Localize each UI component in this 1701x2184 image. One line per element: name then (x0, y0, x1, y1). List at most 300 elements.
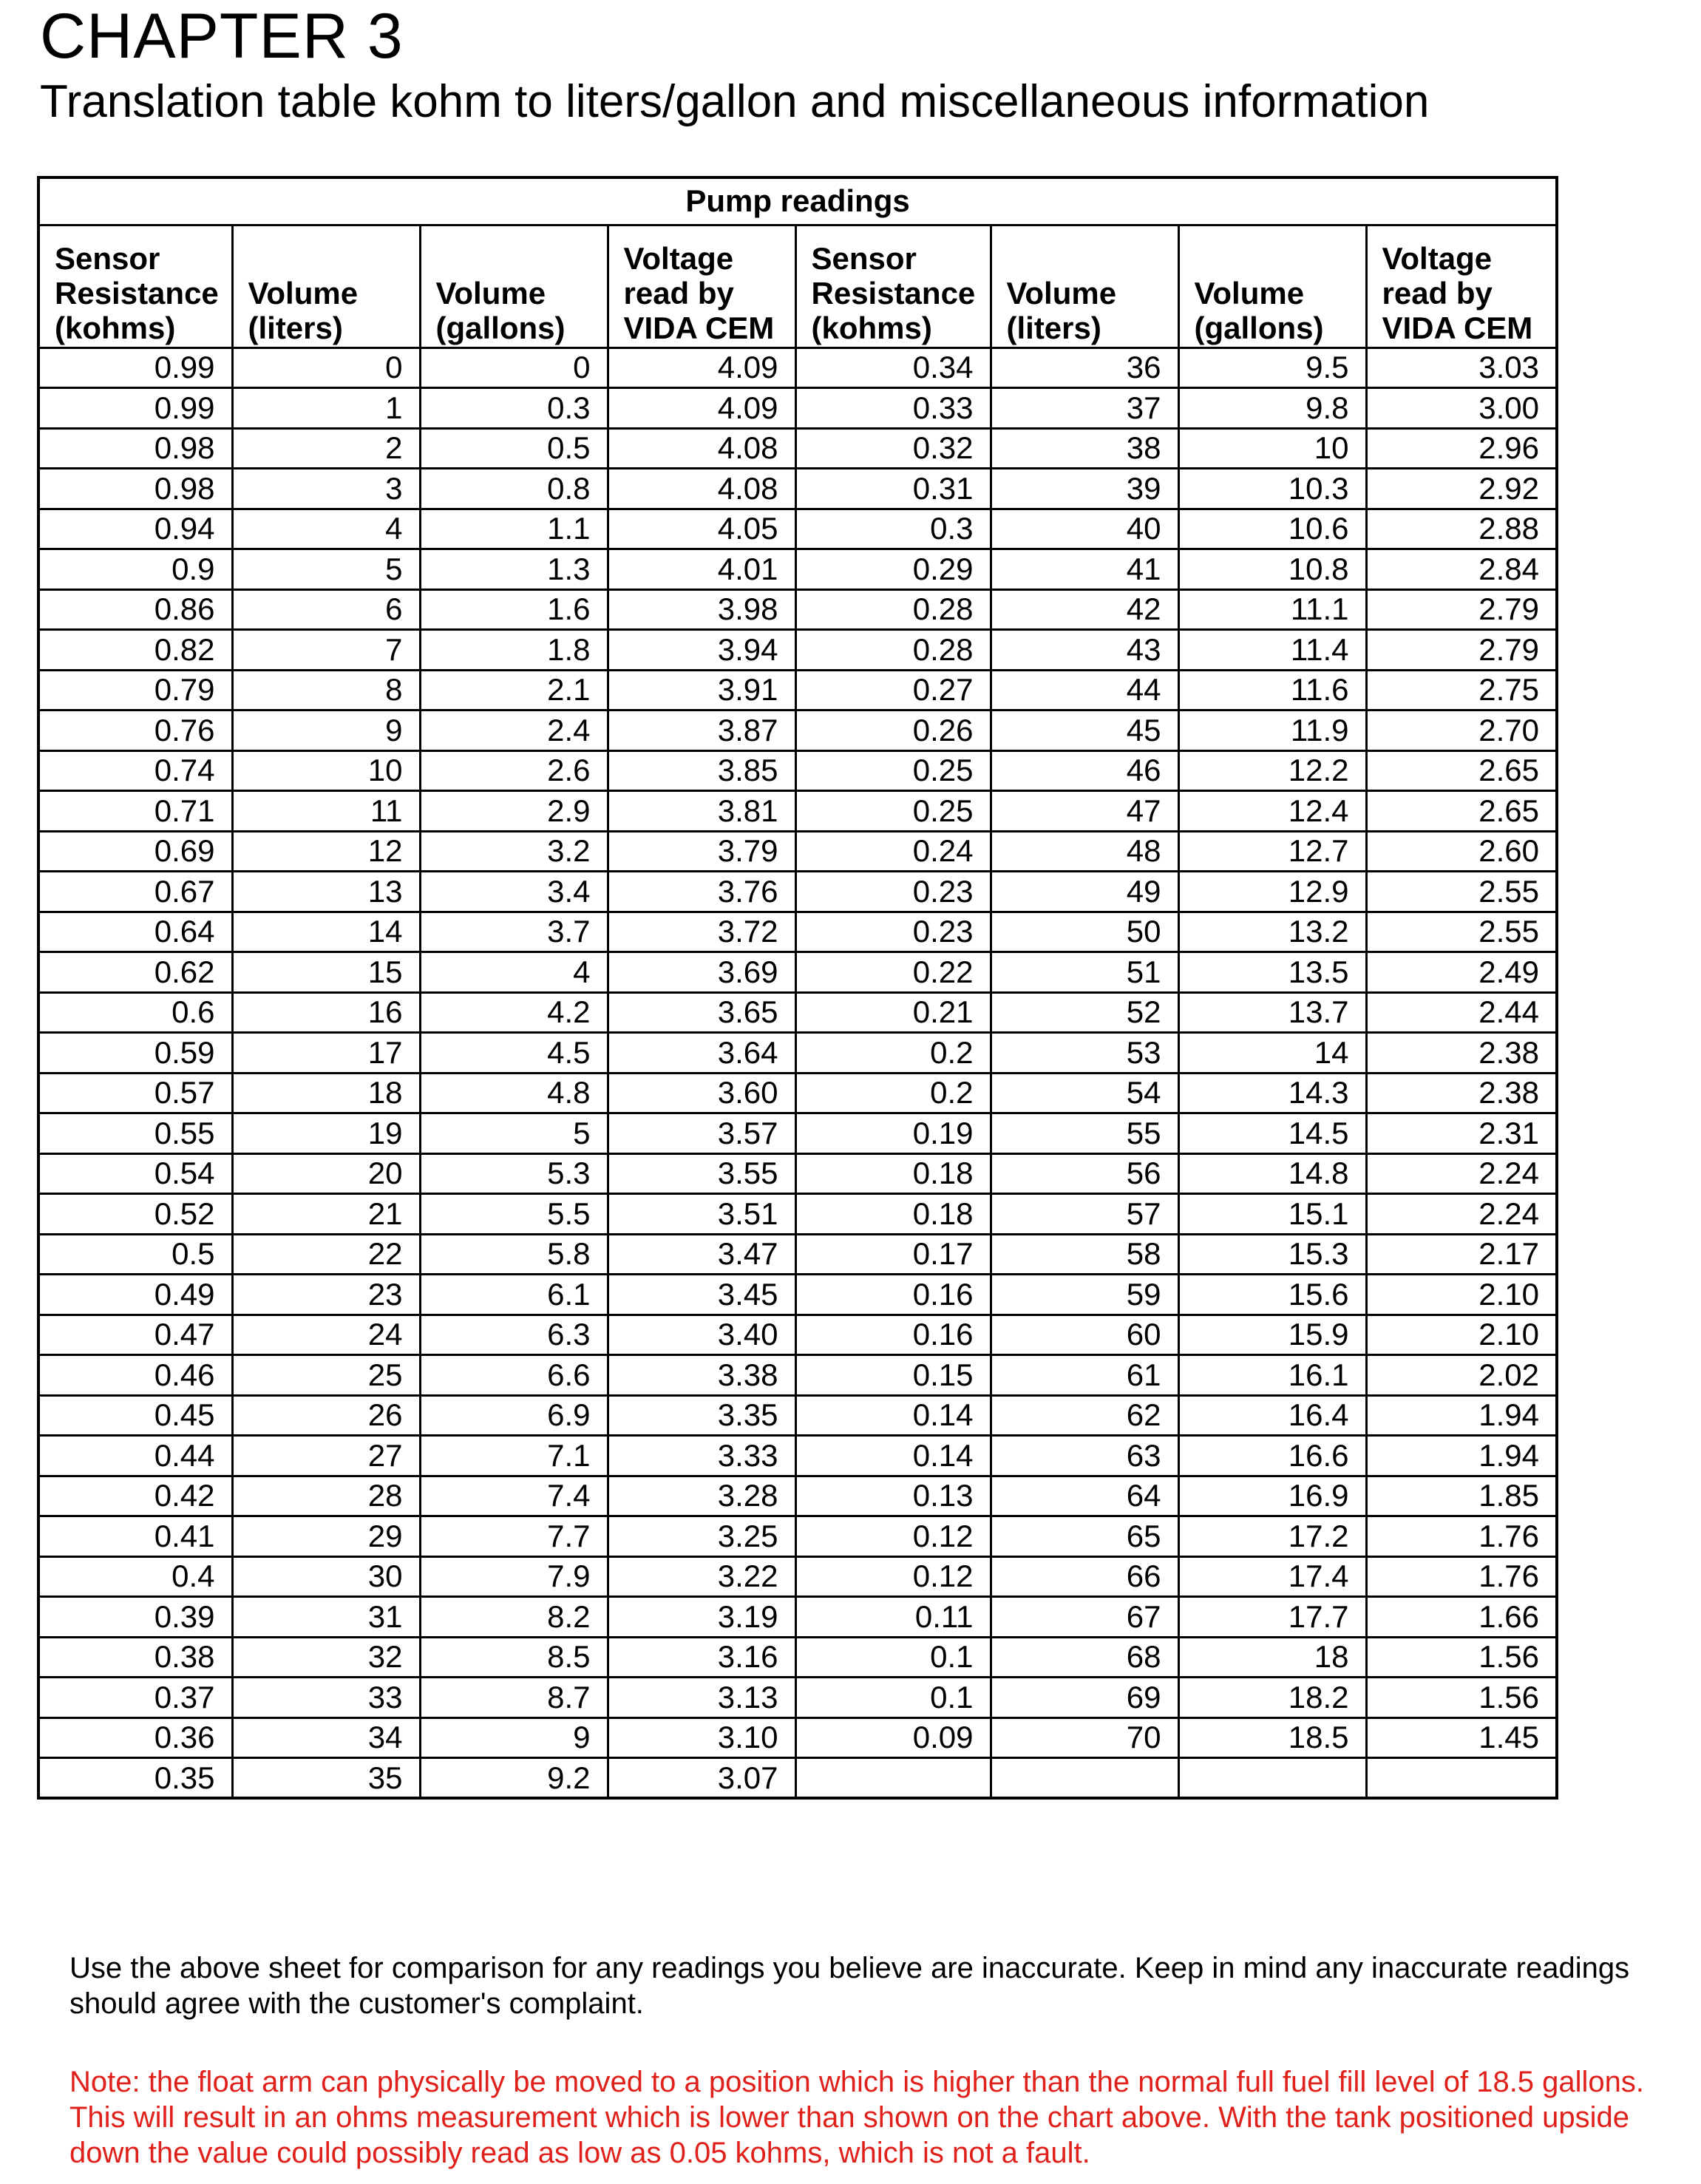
table-cell: 44 (991, 670, 1178, 711)
table-cell: 3.64 (608, 1033, 795, 1074)
table-cell: 26 (232, 1395, 420, 1436)
table-cell: 1.3 (420, 549, 608, 590)
table-cell: 0.17 (795, 1234, 991, 1275)
table-cell: 0 (232, 347, 420, 388)
table-cell: 3.28 (608, 1476, 795, 1516)
table-cell: 52 (991, 992, 1178, 1033)
table-cell: 12.7 (1178, 831, 1366, 872)
column-header (232, 225, 420, 347)
table-cell: 6.3 (420, 1315, 608, 1355)
table-cell: 0.22 (795, 952, 991, 993)
table-cell: 1 (232, 388, 420, 429)
table-cell: 3.2 (420, 831, 608, 872)
table-cell: 0.8 (420, 469, 608, 509)
table-cell: 40 (991, 509, 1178, 549)
table-cell: 3.13 (608, 1678, 795, 1718)
table-cell: 3.7 (420, 912, 608, 952)
table-cell: 1.8 (420, 630, 608, 671)
table-cell (991, 1758, 1178, 1799)
column-header-line: (gallons) (435, 310, 566, 345)
table-cell: 3.07 (608, 1758, 795, 1799)
table-cell (795, 1758, 991, 1799)
table-cell: 3.69 (608, 952, 795, 993)
table-cell: 1.1 (420, 509, 608, 549)
table-cell: 0.9 (38, 549, 232, 590)
column-header-line: (liters) (248, 310, 343, 345)
table-cell: 0.98 (38, 469, 232, 509)
table-cell: 0.36 (38, 1717, 232, 1758)
column-header (420, 225, 608, 347)
table-cell: 37 (991, 388, 1178, 429)
table-cell: 13.2 (1178, 912, 1366, 952)
table-cell: 0.14 (795, 1436, 991, 1476)
table-cell: 3 (232, 469, 420, 509)
table-cell: 11.1 (1178, 589, 1366, 630)
table-cell: 0.74 (38, 750, 232, 791)
table-cell: 8.2 (420, 1597, 608, 1638)
table-cell: 0.28 (795, 630, 991, 671)
table-cell: 12.4 (1178, 791, 1366, 832)
table-cell: 0.41 (38, 1516, 232, 1557)
table-cell: 0.13 (795, 1476, 991, 1516)
table-cell: 18.2 (1178, 1678, 1366, 1718)
table-cell: 5 (232, 549, 420, 590)
table-cell: 0.15 (795, 1355, 991, 1396)
table-row (38, 428, 1557, 469)
table-cell: 17.2 (1178, 1516, 1366, 1557)
table-row (38, 1436, 1557, 1476)
table-cell: 2.65 (1366, 750, 1557, 791)
table-cell: 0.28 (795, 589, 991, 630)
table-cell: 13.5 (1178, 952, 1366, 993)
table-cell: 2.38 (1366, 1033, 1557, 1074)
group-header-row (38, 177, 1557, 225)
table-cell: 4.5 (420, 1033, 608, 1074)
table-cell: 6 (232, 589, 420, 630)
table-cell: 10.6 (1178, 509, 1366, 549)
table-row (38, 912, 1557, 952)
table-cell: 39 (991, 469, 1178, 509)
column-header-row (38, 225, 1557, 347)
table-cell: 23 (232, 1275, 420, 1315)
table-cell: 57 (991, 1194, 1178, 1235)
table-cell: 1.76 (1366, 1556, 1557, 1597)
table-cell: 11 (232, 791, 420, 832)
column-header-line: read by (1382, 275, 1493, 311)
table-cell: 0.19 (795, 1113, 991, 1154)
table-row (38, 750, 1557, 791)
table-cell: 3.81 (608, 791, 795, 832)
table-cell: 0.4 (38, 1556, 232, 1597)
table-cell: 3.98 (608, 589, 795, 630)
table-cell: 14 (232, 912, 420, 952)
table-cell: 3.00 (1366, 388, 1557, 429)
table-cell: 3.91 (608, 670, 795, 711)
table-cell: 3.03 (1366, 347, 1557, 388)
table-row (38, 469, 1557, 509)
table-row (38, 549, 1557, 590)
table-cell: 0.12 (795, 1556, 991, 1597)
table-cell: 4.2 (420, 992, 608, 1033)
table-cell: 12.2 (1178, 750, 1366, 791)
table-cell: 18 (1178, 1637, 1366, 1678)
table-cell: 3.40 (608, 1315, 795, 1355)
column-header-line: VIDA CEM (1382, 310, 1533, 345)
table-cell: 0.44 (38, 1436, 232, 1476)
table-row (38, 1597, 1557, 1638)
table-cell: 32 (232, 1637, 420, 1678)
table-cell: 0.18 (795, 1153, 991, 1194)
table-cell: 9.5 (1178, 347, 1366, 388)
table-cell: 7.1 (420, 1436, 608, 1476)
column-header-line: Sensor (811, 240, 917, 276)
table-cell: 3.65 (608, 992, 795, 1033)
column-header (1178, 225, 1366, 347)
table-cell: 58 (991, 1234, 1178, 1275)
table-cell: 2.38 (1366, 1073, 1557, 1113)
table-cell: 8.5 (420, 1637, 608, 1678)
table-cell: 4.09 (608, 347, 795, 388)
column-header-line: Sensor (55, 240, 160, 276)
table-cell: 12.9 (1178, 872, 1366, 912)
table-cell: 4.8 (420, 1073, 608, 1113)
table-cell: 55 (991, 1113, 1178, 1154)
table-cell: 5.8 (420, 1234, 608, 1275)
table-cell: 0.52 (38, 1194, 232, 1235)
column-header-line: Resistance (811, 275, 976, 311)
table-cell: 24 (232, 1315, 420, 1355)
table-row (38, 1476, 1557, 1516)
page-subtitle: Translation table kohm to liters/gallon and miscellaneous information (40, 76, 1430, 127)
table-row (38, 1717, 1557, 1758)
table-cell: 1.45 (1366, 1717, 1557, 1758)
table-cell: 10 (232, 750, 420, 791)
table-cell: 38 (991, 428, 1178, 469)
column-header-line: (kohms) (811, 310, 932, 345)
table-cell: 7.4 (420, 1476, 608, 1516)
table-cell: 1.56 (1366, 1678, 1557, 1718)
table-cell: 6.6 (420, 1355, 608, 1396)
table-cell: 0.33 (795, 388, 991, 429)
table-cell: 3.72 (608, 912, 795, 952)
column-header (991, 225, 1178, 347)
table-cell: 47 (991, 791, 1178, 832)
table-cell: 0.2 (795, 1073, 991, 1113)
table-cell: 36 (991, 347, 1178, 388)
table-cell (1178, 1758, 1366, 1799)
table-cell: 34 (232, 1717, 420, 1758)
table-cell: 45 (991, 711, 1178, 751)
table-cell: 66 (991, 1556, 1178, 1597)
table-cell: 0.82 (38, 630, 232, 671)
table-row (38, 589, 1557, 630)
table-cell: 2.55 (1366, 912, 1557, 952)
table-cell: 22 (232, 1234, 420, 1275)
table-cell: 10.3 (1178, 469, 1366, 509)
table-cell: 0.21 (795, 992, 991, 1033)
table-cell: 68 (991, 1637, 1178, 1678)
table-cell: 12 (232, 831, 420, 872)
table-cell: 0.25 (795, 750, 991, 791)
table-cell: 28 (232, 1476, 420, 1516)
table-cell: 2.02 (1366, 1355, 1557, 1396)
table-cell: 16.6 (1178, 1436, 1366, 1476)
table-row (38, 670, 1557, 711)
table-cell: 2.49 (1366, 952, 1557, 993)
table-cell: 9 (232, 711, 420, 751)
table-cell: 43 (991, 630, 1178, 671)
table-cell: 53 (991, 1033, 1178, 1074)
table-cell: 54 (991, 1073, 1178, 1113)
table-cell: 2.84 (1366, 549, 1557, 590)
table-cell: 1.85 (1366, 1476, 1557, 1516)
pump-readings-table (37, 176, 1558, 1800)
table-cell: 2.92 (1366, 469, 1557, 509)
table-cell: 18 (232, 1073, 420, 1113)
table-cell: 1.94 (1366, 1395, 1557, 1436)
table-cell: 0.64 (38, 912, 232, 952)
table-cell: 49 (991, 872, 1178, 912)
table-cell: 33 (232, 1678, 420, 1718)
column-header-line: (liters) (1006, 310, 1101, 345)
table-cell: 3.51 (608, 1194, 795, 1235)
table-row (38, 1395, 1557, 1436)
table-cell: 0 (420, 347, 608, 388)
table-cell: 1.56 (1366, 1637, 1557, 1678)
table-cell: 2.88 (1366, 509, 1557, 549)
table-cell: 4 (420, 952, 608, 993)
table-cell: 0.67 (38, 872, 232, 912)
table-row (38, 1355, 1557, 1396)
table-row (38, 952, 1557, 993)
column-header (38, 225, 232, 347)
table-cell: 0.12 (795, 1516, 991, 1557)
column-header-line: read by (623, 275, 734, 311)
table-cell: 0.2 (795, 1033, 991, 1074)
column-header-line: Voltage (1382, 240, 1493, 276)
table-cell: 0.94 (38, 509, 232, 549)
table-cell: 3.60 (608, 1073, 795, 1113)
table-cell: 0.35 (38, 1758, 232, 1799)
table-cell: 0.45 (38, 1395, 232, 1436)
table-row (38, 791, 1557, 832)
table-row (38, 1113, 1557, 1154)
table-cell: 7.7 (420, 1516, 608, 1557)
table-cell: 14 (1178, 1033, 1366, 1074)
table-cell: 0.99 (38, 347, 232, 388)
table-cell: 67 (991, 1597, 1178, 1638)
column-header-line: Volume (248, 275, 359, 311)
table-row (38, 1678, 1557, 1718)
table-cell: 11.4 (1178, 630, 1366, 671)
table-row (38, 388, 1557, 429)
table-cell: 0.42 (38, 1476, 232, 1516)
table-cell: 2.79 (1366, 589, 1557, 630)
table-row (38, 347, 1557, 388)
table-cell: 14.5 (1178, 1113, 1366, 1154)
table-cell: 59 (991, 1275, 1178, 1315)
table-cell: 64 (991, 1476, 1178, 1516)
table-cell: 0.34 (795, 347, 991, 388)
table-row (38, 1275, 1557, 1315)
table-cell: 17 (232, 1033, 420, 1074)
column-header-line: Volume (1006, 275, 1117, 311)
table-cell: 4.05 (608, 509, 795, 549)
table-cell: 0.09 (795, 1717, 991, 1758)
table-cell: 70 (991, 1717, 1178, 1758)
table-row (38, 1758, 1557, 1799)
table-cell: 8 (232, 670, 420, 711)
table-cell: 20 (232, 1153, 420, 1194)
table-cell: 0.54 (38, 1153, 232, 1194)
column-header-line: VIDA CEM (623, 310, 775, 345)
table-cell: 0.57 (38, 1073, 232, 1113)
table-cell: 50 (991, 912, 1178, 952)
table-cell: 3.47 (608, 1234, 795, 1275)
table-row (38, 1315, 1557, 1355)
table-cell: 14.8 (1178, 1153, 1366, 1194)
table-cell: 10 (1178, 428, 1366, 469)
table-cell: 0.27 (795, 670, 991, 711)
table-cell: 0.37 (38, 1678, 232, 1718)
table-cell: 16.1 (1178, 1355, 1366, 1396)
table-cell: 0.24 (795, 831, 991, 872)
table-cell: 8.7 (420, 1678, 608, 1718)
table-cell: 0.76 (38, 711, 232, 751)
table-cell: 3.19 (608, 1597, 795, 1638)
table-cell: 0.86 (38, 589, 232, 630)
table-cell: 0.1 (795, 1637, 991, 1678)
table-cell: 3.79 (608, 831, 795, 872)
table-row (38, 1556, 1557, 1597)
table-cell: 3.10 (608, 1717, 795, 1758)
column-header-line: Resistance (55, 275, 219, 311)
table-cell: 61 (991, 1355, 1178, 1396)
table-cell: 0.14 (795, 1395, 991, 1436)
table-cell: 2.17 (1366, 1234, 1557, 1275)
table-cell: 0.59 (38, 1033, 232, 1074)
table-cell: 1.94 (1366, 1436, 1557, 1476)
table-cell: 17.7 (1178, 1597, 1366, 1638)
table-cell: 16.9 (1178, 1476, 1366, 1516)
table-cell: 0.49 (38, 1275, 232, 1315)
table-cell: 3.4 (420, 872, 608, 912)
table-cell: 48 (991, 831, 1178, 872)
table-cell: 3.16 (608, 1637, 795, 1678)
table-cell: 4.08 (608, 469, 795, 509)
table-cell: 3.45 (608, 1275, 795, 1315)
table-cell: 15.6 (1178, 1275, 1366, 1315)
table-cell: 2.44 (1366, 992, 1557, 1033)
table-cell: 6.1 (420, 1275, 608, 1315)
table-cell: 4.01 (608, 549, 795, 590)
table-cell: 2.96 (1366, 428, 1557, 469)
table-cell: 0.3 (420, 388, 608, 429)
table-cell: 2.1 (420, 670, 608, 711)
table-cell: 56 (991, 1153, 1178, 1194)
table-cell: 29 (232, 1516, 420, 1557)
table-cell: 0.38 (38, 1637, 232, 1678)
table-row (38, 831, 1557, 872)
table-cell: 2.79 (1366, 630, 1557, 671)
table-row (38, 1153, 1557, 1194)
table-cell: 16 (232, 992, 420, 1033)
table-cell: 1.76 (1366, 1516, 1557, 1557)
table-cell: 2.70 (1366, 711, 1557, 751)
table-cell: 18.5 (1178, 1717, 1366, 1758)
table-cell: 5.5 (420, 1194, 608, 1235)
table-cell: 2.75 (1366, 670, 1557, 711)
table-cell: 3.87 (608, 711, 795, 751)
column-header-line: Volume (1194, 275, 1305, 311)
table-cell: 25 (232, 1355, 420, 1396)
table-cell: 7 (232, 630, 420, 671)
table-cell: 2.31 (1366, 1113, 1557, 1154)
table-cell: 69 (991, 1678, 1178, 1718)
table-row (38, 1194, 1557, 1235)
table-row (38, 509, 1557, 549)
column-header-line: Volume (435, 275, 546, 311)
table-cell: 2.55 (1366, 872, 1557, 912)
table-cell: 2.65 (1366, 791, 1557, 832)
table-cell: 2.10 (1366, 1315, 1557, 1355)
float-arm-note: Note: the float arm can physically be moved to a position which is higher than the normal full fuel fill level of 18.5 gallons. This will result in an ohms measurement which is lower than shown on the chart above. With the tank positioned upside down the value could possibly read as low as 0.05 kohms, which is not a fault. (69, 2066, 1645, 2169)
table-cell: 0.31 (795, 469, 991, 509)
table-cell: 17.4 (1178, 1556, 1366, 1597)
table-cell: 62 (991, 1395, 1178, 1436)
table-cell: 3.33 (608, 1436, 795, 1476)
table-cell: 3.85 (608, 750, 795, 791)
table-cell: 0.39 (38, 1597, 232, 1638)
table-row (38, 1234, 1557, 1275)
table-cell: 3.25 (608, 1516, 795, 1557)
table-cell: 2.6 (420, 750, 608, 791)
table-cell: 3.94 (608, 630, 795, 671)
table-cell: 6.9 (420, 1395, 608, 1436)
table-cell: 2 (232, 428, 420, 469)
table-cell: 0.16 (795, 1275, 991, 1315)
table-cell: 0.79 (38, 670, 232, 711)
comparison-instructions: Use the above sheet for comparison for any readings you believe are inaccurate. Keep in mind any inaccurate readings should agree with the customer's complaint. (69, 1952, 1630, 2020)
table-body (38, 347, 1557, 1798)
table-cell: 0.3 (795, 509, 991, 549)
column-header-line: Voltage (623, 240, 734, 276)
column-header (608, 225, 795, 347)
table-cell: 2.4 (420, 711, 608, 751)
table-cell: 4 (232, 509, 420, 549)
table-cell: 3.35 (608, 1395, 795, 1436)
table-cell: 11.6 (1178, 670, 1366, 711)
table-cell: 0.23 (795, 872, 991, 912)
table-cell: 3.57 (608, 1113, 795, 1154)
table-cell: 0.23 (795, 912, 991, 952)
table-cell: 13 (232, 872, 420, 912)
group-header: Pump readings (38, 177, 1557, 225)
table-row (38, 711, 1557, 751)
table-cell: 0.71 (38, 791, 232, 832)
table-row (38, 1637, 1557, 1678)
table-cell: 21 (232, 1194, 420, 1235)
table-cell: 3.22 (608, 1556, 795, 1597)
table-cell: 4.08 (608, 428, 795, 469)
table-cell: 0.16 (795, 1315, 991, 1355)
table-cell: 3.55 (608, 1153, 795, 1194)
table-cell: 51 (991, 952, 1178, 993)
table-cell: 2.60 (1366, 831, 1557, 872)
table-cell: 1.6 (420, 589, 608, 630)
table-cell: 9.2 (420, 1758, 608, 1799)
table-cell: 0.99 (38, 388, 232, 429)
